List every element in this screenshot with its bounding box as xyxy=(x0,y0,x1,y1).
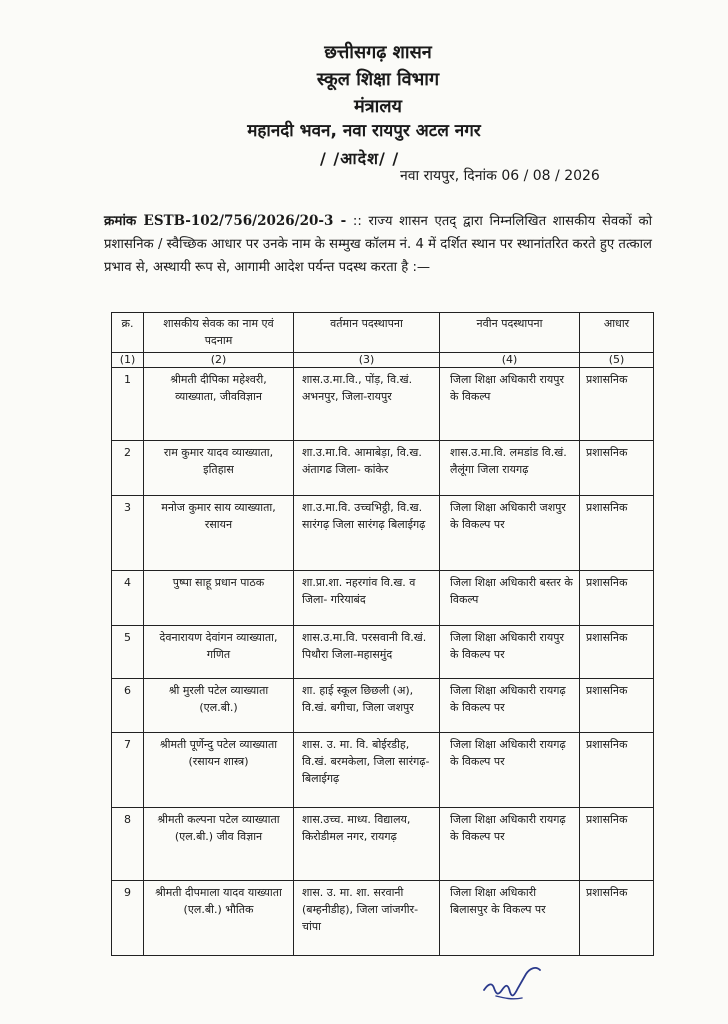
current-posting-cell: शा.प्रा.शा. नहरगांव वि.ख. व जिला- गरियाबंद xyxy=(294,571,440,626)
current-posting-cell: शास.उ.मा.वि. परसवानी वि.खं. पिथौरा जिला-महासमुंद xyxy=(294,626,440,679)
basis-cell: प्रशासनिक xyxy=(580,368,654,441)
serial-cell: 1 xyxy=(112,368,144,441)
header-address: महानदी भवन, नवा रायपुर अटल नगर xyxy=(247,121,481,141)
basis-cell: प्रशासनिक xyxy=(580,496,654,571)
new-posting-cell: जिला शिक्षा अधिकारी बिलासपुर के विकल्प पर xyxy=(440,881,580,956)
header-new-posting: नवीन पदस्थापना xyxy=(440,313,580,353)
current-posting-cell: शा.उ.मा.वि. आमाबेड़ा, वि.ख. अंतागढ जिला- कांकेर xyxy=(294,441,440,496)
order-title: / /आदेश/ / xyxy=(320,149,400,168)
column-number: (3) xyxy=(294,353,440,368)
table-row xyxy=(112,496,654,571)
header-government: छत्तीसगढ़ शासन xyxy=(324,42,432,63)
name-cell: श्रीमती कल्पना पटेल व्याख्याता (एल.बी.) जीव विज्ञान xyxy=(144,808,294,881)
serial-cell: 2 xyxy=(112,441,144,496)
serial-cell: 3 xyxy=(112,496,144,571)
new-posting-cell: जिला शिक्षा अधिकारी जशपुर के विकल्प पर xyxy=(440,496,580,571)
header-serial: क्र. xyxy=(112,313,144,353)
column-number-row xyxy=(112,353,654,368)
current-posting-cell: शा.उ.मा.वि. उच्चभिट्ठी, वि.ख. सारंगढ़ जिला सारंगढ़ बिलाईगढ़ xyxy=(294,496,440,571)
table-row xyxy=(112,679,654,733)
basis-cell: प्रशासनिक xyxy=(580,733,654,808)
name-cell: पुष्पा साहू प्रधान पाठक xyxy=(144,571,294,626)
serial-cell: 6 xyxy=(112,679,144,733)
table-header-row xyxy=(112,313,654,353)
transfer-table xyxy=(111,312,654,956)
signature-icon xyxy=(478,962,548,1012)
basis-cell: प्रशासनिक xyxy=(580,441,654,496)
order-number: ESTB-102/756/2026/20-3 - xyxy=(143,213,347,229)
order-body: :: राज्य शासन एतद् द्वारा निम्नलिखित शासकीय सेवकों को प्रशासनिक / स्वैच्छिक आधार पर उनके नाम के सम्मुख कॉलम नं. 4 में दर्शित स्थान पर स्थानांतरित करते हुए तत्काल प्रभाव से, अस्थायी रूप से, आगामी आदेश पर्यन्त पदस्थ करता है :— xyxy=(104,214,653,275)
new-posting-cell: जिला शिक्षा अधिकारी रायगढ़ के विकल्प पर xyxy=(440,679,580,733)
name-cell: श्रीमती दीपमाला यादव याख्याता (एल.बी.) भौतिक xyxy=(144,881,294,956)
table-row xyxy=(112,571,654,626)
current-posting-cell: शा. हाई स्कूल छिछली (अ), वि.खं. बगीचा, जिला जशपुर xyxy=(294,679,440,733)
serial-cell: 9 xyxy=(112,881,144,956)
header-current-posting: वर्तमान पदस्थापना xyxy=(294,313,440,353)
basis-cell: प्रशासनिक xyxy=(580,881,654,956)
basis-cell: प्रशासनिक xyxy=(580,571,654,626)
new-posting-cell: जिला शिक्षा अधिकारी रायपुर के विकल्प पर xyxy=(440,626,580,679)
basis-cell: प्रशासनिक xyxy=(580,808,654,881)
header-basis: आधार xyxy=(580,313,654,353)
table-row xyxy=(112,881,654,956)
new-posting-cell: शास.उ.मा.वि. लमडांड वि.खं. लैलूंगा जिला रायगढ़ xyxy=(440,441,580,496)
order-paragraph xyxy=(104,210,652,279)
table-row xyxy=(112,808,654,881)
new-posting-cell: जिला शिक्षा अधिकारी बस्तर के विकल्प xyxy=(440,571,580,626)
basis-cell: प्रशासनिक xyxy=(580,679,654,733)
column-number: (1) xyxy=(112,353,144,368)
current-posting-cell: शास.उ.मा.वि., पोंड़, वि.खं. अभनपुर, जिला-रायपुर xyxy=(294,368,440,441)
header-name: शासकीय सेवक का नाम एवं पदनाम xyxy=(144,313,294,353)
order-date: नवा रायपुर, दिनांक 06 / 08 / 2026 xyxy=(400,168,600,184)
order-number-prefix: क्रमांक xyxy=(104,213,137,229)
new-posting-cell: जिला शिक्षा अधिकारी रायगढ़ के विकल्प पर xyxy=(440,808,580,881)
header-department: स्कूल शिक्षा विभाग xyxy=(316,69,440,90)
serial-cell: 5 xyxy=(112,626,144,679)
table-row xyxy=(112,441,654,496)
basis-cell: प्रशासनिक xyxy=(580,626,654,679)
table-row xyxy=(112,368,654,441)
table-row xyxy=(112,626,654,679)
serial-cell: 4 xyxy=(112,571,144,626)
name-cell: देवनारायण देवांगन व्याख्याता, गणित xyxy=(144,626,294,679)
column-number: (4) xyxy=(440,353,580,368)
name-cell: श्रीमती दीपिका महेश्वरी, व्याख्याता, जीवविज्ञान xyxy=(144,368,294,441)
table-row xyxy=(112,733,654,808)
current-posting-cell: शास. उ. मा. शा. सरवानी (बम्हनीडीह), जिला जांजगीर-चांपा xyxy=(294,881,440,956)
new-posting-cell: जिला शिक्षा अधिकारी रायपुर के विकल्प xyxy=(440,368,580,441)
column-number: (2) xyxy=(144,353,294,368)
current-posting-cell: शास. उ. मा. वि. बोईरडीह, वि.खं. बरमकेला, जिला सारंगढ़-बिलाईगढ़ xyxy=(294,733,440,808)
current-posting-cell: शास.उच्च. माध्य. विद्यालय, किरोडीमल नगर, रायगढ़ xyxy=(294,808,440,881)
name-cell: श्री मुरली पटेल व्याख्याता (एल.बी.) xyxy=(144,679,294,733)
name-cell: श्रीमती पूर्णेन्दु पटेल व्याख्याता (रसायन शास्त्र) xyxy=(144,733,294,808)
name-cell: मनोज कुमार साय व्याख्याता, रसायन xyxy=(144,496,294,571)
header-ministry: मंत्रालय xyxy=(353,96,402,117)
column-number: (5) xyxy=(580,353,654,368)
name-cell: राम कुमार यादव व्याख्याता, इतिहास xyxy=(144,441,294,496)
serial-cell: 8 xyxy=(112,808,144,881)
serial-cell: 7 xyxy=(112,733,144,808)
new-posting-cell: जिला शिक्षा अधिकारी रायगढ़ के विकल्प पर xyxy=(440,733,580,808)
